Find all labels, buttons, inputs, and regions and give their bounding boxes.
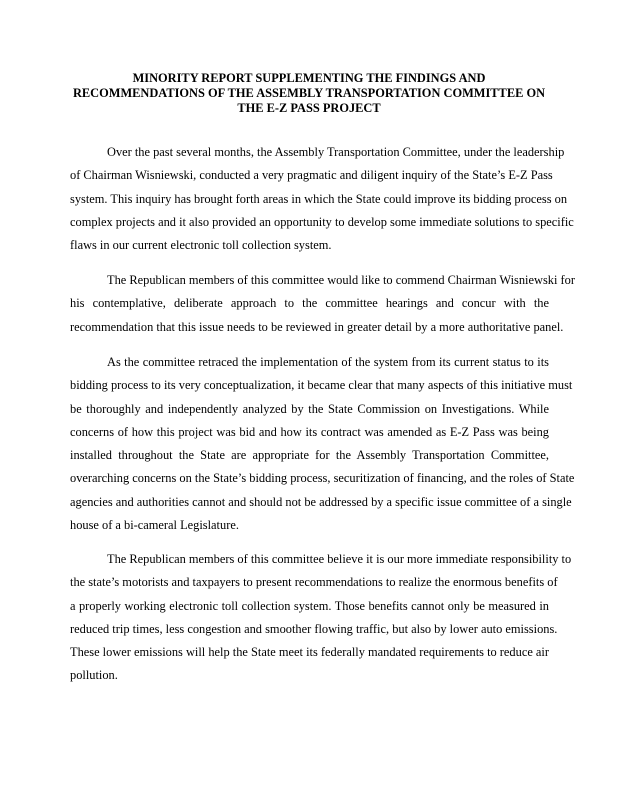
text-line: system. This inquiry has brought forth areas in which the State could improve its bidding process on bbox=[70, 191, 568, 206]
text-line: The Republican members of this committee believe it is our more immediate responsibility to bbox=[107, 552, 572, 566]
text-line: concerns of how this project was bid and how its contract was amended as E-Z Pass was being bbox=[70, 424, 549, 439]
text-line: reduced trip times, less congestion and smoother flowing traffic, but also by lower auto emissions. bbox=[70, 621, 558, 636]
text-line: the state’s motorists and taxpayers to present recommendations to realize the enormous benefits of bbox=[70, 575, 558, 590]
text-line: The Republican members of this committee would like to commend Chairman Wisniewski for bbox=[107, 273, 575, 287]
text-line: installed throughout the State are appropriate for the Assembly Transportation Committee, bbox=[70, 448, 549, 463]
paragraph-2 bbox=[70, 269, 575, 339]
text-line: agencies and authorities cannot and should not be addressed by a specific issue committee of a single bbox=[70, 494, 572, 509]
text-line: his contemplative, deliberate approach to the committee hearings and concur with the bbox=[70, 296, 549, 311]
text-line: pollution. bbox=[70, 668, 118, 683]
paragraph-1 bbox=[70, 141, 574, 257]
text-line: a properly working electronic toll collection system. Those benefits cannot only be measured in bbox=[70, 598, 549, 613]
text-line: bidding process to its very conceptualization, it became clear that many aspects of this initiative must bbox=[70, 378, 573, 393]
paragraph-3 bbox=[70, 351, 575, 537]
text-line: of Chairman Wisniewski, conducted a very pragmatic and diligent inquiry of the State’s E-Z Pass bbox=[70, 168, 553, 183]
text-line: These lower emissions will help the State meet its federally mandated requirements to reduce air bbox=[70, 645, 549, 660]
text-line: flaws in our current electronic toll collection system. bbox=[70, 238, 332, 253]
title-line: RECOMMENDATIONS OF THE ASSEMBLY TRANSPORTATION COMMITTEE ON bbox=[72, 86, 546, 100]
text-line: house of a bi-cameral Legislature. bbox=[70, 518, 239, 533]
title-line: THE E-Z PASS PROJECT bbox=[237, 101, 381, 115]
text-line: Over the past several months, the Assembly Transportation Committee, under the leadership bbox=[107, 145, 565, 159]
report-title bbox=[70, 71, 548, 116]
text-line: complex projects and it also provided an opportunity to develop some immediate solutions to specific bbox=[70, 214, 574, 229]
text-line: be thoroughly and independently analyzed by the State Commission on Investigations. While bbox=[70, 401, 549, 416]
text-line: As the committee retraced the implementation of the system from its current status to its bbox=[107, 355, 549, 369]
text-line: overarching concerns on the State’s bidding process, securitization of financing, and the roles of State bbox=[70, 471, 575, 486]
paragraph-4 bbox=[70, 548, 572, 688]
title-line: MINORITY REPORT SUPPLEMENTING THE FINDINGS AND bbox=[132, 71, 486, 85]
text-line: recommendation that this issue needs to be reviewed in greater detail by a more authoritative panel. bbox=[70, 319, 564, 334]
